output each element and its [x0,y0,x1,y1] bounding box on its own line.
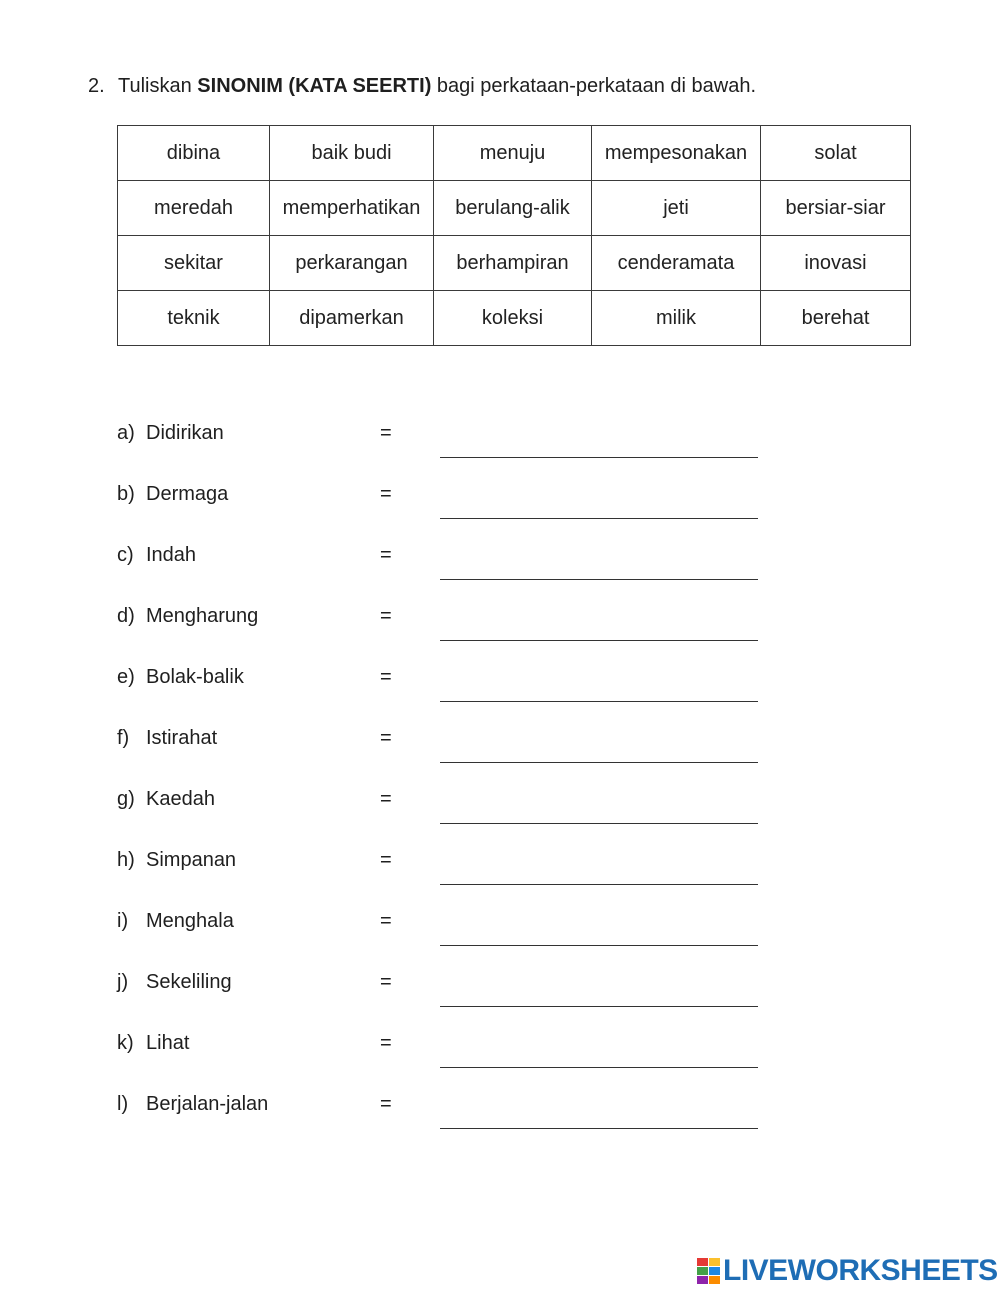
instruction [88,74,756,98]
word-bank-cell: dibina [118,126,270,181]
word-bank-cell: memperhatikan [270,181,434,236]
equals-sign: = [380,605,392,627]
answer-input[interactable] [440,865,758,885]
answer-input[interactable] [440,621,758,641]
answer-input[interactable] [440,926,758,946]
answer-input[interactable] [440,1109,758,1129]
question-word: Istirahat [146,727,218,749]
equals-sign: = [380,1093,392,1115]
answer-row [117,418,817,448]
word-bank-cell: teknik [118,291,270,346]
question-word: Simpanan [146,849,237,871]
question-word: Mengharung [146,605,259,627]
question-label: g) [117,788,135,810]
question-label: i) [117,910,129,932]
word-bank-cell: berhampiran [434,236,592,291]
answer-row [117,601,817,631]
question-label: l) [117,1093,129,1115]
answer-input[interactable] [440,804,758,824]
word-bank-cell: berehat [761,291,911,346]
word-bank-row [118,181,911,236]
answer-row [117,723,817,753]
answer-row [117,906,817,936]
word-bank-row [118,236,911,291]
question-word: Sekeliling [146,971,232,993]
answer-row [117,967,817,997]
answer-row [117,1028,817,1058]
answer-input[interactable] [440,1048,758,1068]
word-bank-cell: berulang-alik [434,181,592,236]
equals-sign: = [380,544,392,566]
question-label: j) [117,971,129,993]
word-bank-cell: mempesonakan [592,126,761,181]
liveworksheets-logo-icon [697,1258,721,1284]
question-word: Dermaga [146,483,229,505]
question-label: d) [117,605,135,627]
question-word: Indah [146,544,197,566]
equals-sign: = [380,422,392,444]
question-number: 2. [88,75,105,97]
word-bank-cell: inovasi [761,236,911,291]
question-word: Kaedah [146,788,215,810]
word-bank-cell: cenderamata [592,236,761,291]
instruction-suffix: bagi perkataan-perkataan di bawah. [431,75,757,97]
answer-input[interactable] [440,499,758,519]
question-word: Menghala [146,910,234,932]
answer-row [117,845,817,875]
instruction-bold: SINONIM (KATA SEERTI) [197,75,432,97]
word-bank-cell: koleksi [434,291,592,346]
question-label: b) [117,483,135,505]
word-bank-row [118,291,911,346]
answer-row [117,662,817,692]
question-word: Berjalan-jalan [146,1093,269,1115]
equals-sign: = [380,666,392,688]
equals-sign: = [380,788,392,810]
word-bank-cell: baik budi [270,126,434,181]
question-label: k) [117,1032,134,1054]
answer-input[interactable] [440,438,758,458]
question-word: Lihat [146,1032,190,1054]
question-word: Bolak-balik [146,666,244,688]
answer-input[interactable] [440,560,758,580]
equals-sign: = [380,849,392,871]
question-label: h) [117,849,135,871]
word-bank-row [118,126,911,181]
liveworksheets-logo [697,1254,997,1288]
word-bank-cell: meredah [118,181,270,236]
answer-row [117,540,817,570]
instruction-prefix: Tuliskan [118,75,198,97]
answer-input[interactable] [440,987,758,1007]
word-bank-cell: menuju [434,126,592,181]
answer-input[interactable] [440,682,758,702]
answer-input[interactable] [440,743,758,763]
word-bank-cell: milik [592,291,761,346]
question-label: e) [117,666,135,688]
question-label: a) [117,422,135,444]
word-bank-cell: jeti [592,181,761,236]
word-bank-cell: bersiar-siar [761,181,911,236]
equals-sign: = [380,483,392,505]
word-bank-cell: solat [761,126,911,181]
word-bank-table [117,125,911,346]
equals-sign: = [380,1032,392,1054]
answer-row [117,784,817,814]
logo-text: LIVEWORKSHEETS [723,1254,998,1287]
answer-row [117,1089,817,1119]
answer-row [117,479,817,509]
word-bank-cell: dipamerkan [270,291,434,346]
question-word: Didirikan [146,422,224,444]
word-bank-cell: perkarangan [270,236,434,291]
equals-sign: = [380,971,392,993]
equals-sign: = [380,910,392,932]
question-label: f) [117,727,130,749]
equals-sign: = [380,727,392,749]
question-label: c) [117,544,134,566]
word-bank-cell: sekitar [118,236,270,291]
